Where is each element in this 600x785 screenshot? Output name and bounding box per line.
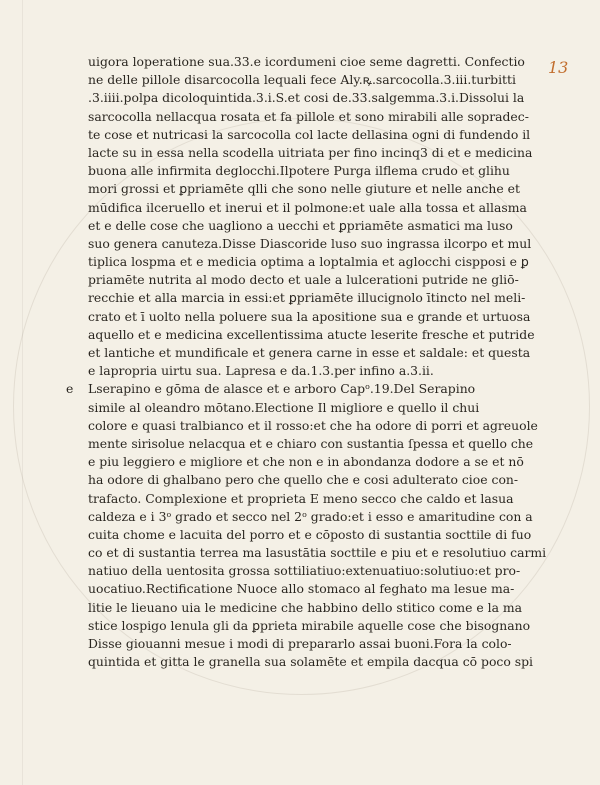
text-line: buona alle infirmita deglocchi.Ilpotere Purga ilflema crudo et glihu [88, 163, 510, 179]
text-line: colore e quasi tralbianco et il rosso:et che ha odore di porri et agreuole [88, 417, 538, 433]
text-line: recchie et alla marcia in essi:et ꝑpriamēte illucignolo ītincto nel meli- [88, 290, 526, 306]
text-line: crato et ī uolto nella poluere sua la apositione sua e grande et urtuosa [88, 308, 531, 324]
text-line: mūdifica ilceruello et inerui et il polmone:et uale alla tossa et allasma [88, 199, 527, 215]
text-line: natiuo della uentosita grossa sottiliatiuo:extenuatiuo:solutiuo:et pro- [88, 563, 521, 579]
text-line: simile al oleandro mōtano.Electione Il migliore e quello il chui [88, 399, 480, 415]
text-line: mori grossi et ꝑpriamēte qlli che sono nelle giuture et nelle anche et [88, 181, 520, 197]
text-line: e piu leggiero e migliore et che non e in abondanza dodore a se et nō [88, 454, 524, 470]
text-line: et e delle cose che uagliono a uecchi et ꝑpriamēte asmatici ma luso [88, 217, 513, 233]
text-line: ne delle pillole disarcocolla lequali fece Aly.ꝶ.sarcocolla.3.iii.turbitti [88, 72, 516, 88]
text-line: aquello et e medicina excellentissima atucte leserite fresche et putride [88, 326, 535, 342]
text-line: mente sirisolue nelacqua et e chiaro con sustantia ſpessa et quello che [88, 435, 534, 451]
text-line: tiplica lospma et e medicia optima a loptalmia et aglocchi cispposi e ꝑ [88, 254, 529, 270]
text-block [66, 53, 547, 671]
text-line: te cose et nutricasi la sarcocolla col lacte dellasina ogni di fundendo il [88, 126, 531, 142]
text-line: e lapropria uirtu sua. Lapresa e da.1.3.per infino a.3.ii. [88, 363, 434, 379]
text-line: Lserapino e gōma de alasce et e arboro Capᵒ.19.Del Serapino [88, 381, 476, 397]
text-line: cuita chome e lacuita del porro et e cōposto di sustantia socttile di fuo [88, 526, 532, 542]
text-line: et lantiche et mundificale et genera carne in esse et saldale: et questa [88, 345, 531, 360]
text-line: uigora loperatione sua.33.e icordumeni cioe seme dagretti. Confectio [88, 54, 525, 69]
guide-letter: e [66, 381, 74, 397]
text-line: .3.iiii.polpa dicoloquintida.3.i.S.et cosi de.33.salgemma.3.i.Dissolui la [88, 90, 525, 106]
text-line: ha odore di ghalbano pero che quello che e cosi adulterato cioe con- [88, 472, 519, 488]
text-line: lacte su in essa nella scodella uitriata per fino incinq3 di et e medicina [88, 144, 533, 160]
folio-number: 13 [548, 58, 569, 77]
text-line: litie le lieuano uia le medicine che habbino dello stitico come e la ma [88, 599, 523, 615]
text-line: co et di sustantia terrea ma lasustātia socttile e piu et e resolutiuo carmi [88, 545, 547, 561]
text-line: Disse giouanni mesue i modi di prepararlo assai buoni.Fora la colo- [88, 636, 512, 651]
text-line: stice lospigo lenula gli da ꝑprieta mirabile aquelle cose che bisognano [88, 617, 531, 633]
text-line: quintida et gitta le granella sua solamēte et empila dacqua cō poco spi [88, 654, 534, 670]
text-line: caldeza e i 3ᵒ grado et secco nel 2ᵒ grado:et i esso e amaritudine con a [88, 508, 533, 524]
text-line: priamēte nutrita al modo decto et uale a lulcerationi putride ne gliō- [88, 272, 519, 288]
chapter-start-line [66, 380, 518, 398]
text-line: uocatiuo.Rectificatione Nuoce allo stomaco al feghato ma lesue ma- [88, 581, 515, 597]
text-line: sarcocolla nellacqua rosata et fa pillole et sono mirabili alle sopradec- [88, 108, 529, 124]
text-line: suo genera canuteza.Disse Diascoride luso suo ingrassa ilcorpo et mul [88, 235, 532, 251]
text-line: trafacto. Complexione et proprieta E meno secco che caldo et lasua [88, 490, 514, 506]
